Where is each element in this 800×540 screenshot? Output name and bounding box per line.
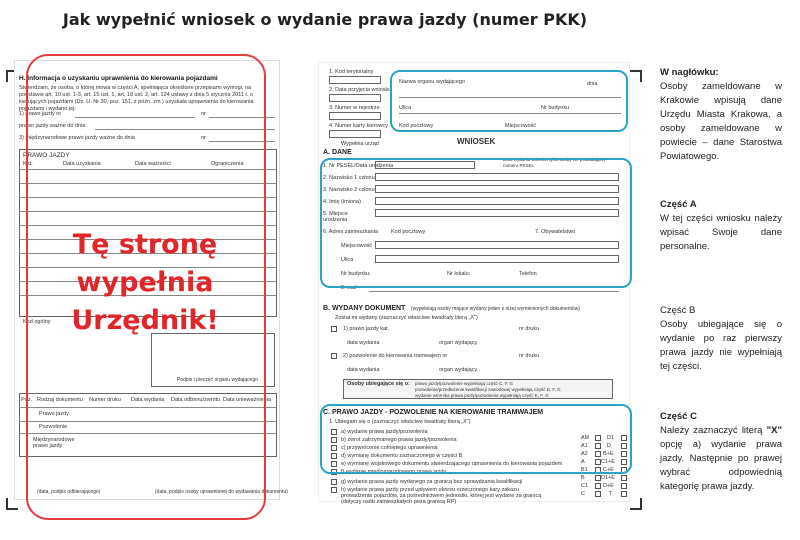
cat-be: B+E: [603, 451, 614, 457]
ulica-label: Ulica: [399, 105, 412, 111]
cat-d: D: [607, 443, 611, 449]
section-h-header: H. Informacja o uzyskaniu uprawnienia do kierowania pojazdami: [19, 75, 218, 82]
section-c-heading: C. PRAWO JAZDY - POZWOLENIE NA KIEROWANIE TRAMWAJEM: [323, 409, 544, 416]
checkbox-c-h[interactable]: [331, 487, 337, 493]
section-b-note: (wypełniają osoby mające wydany jeden z niżej wymienionych dokumentów): [411, 306, 580, 312]
sidebar-naglowek-text: Osoby zameldowane w Krakowie wpisują dane Urzędu Miasta Krakowa, a osoby zameldowane w powiecie – dane Starostwa Powiatowego.: [660, 81, 782, 162]
doc-header-numer: Numer druku: [89, 397, 121, 403]
field-imie: 4. Imię (imiona): [323, 199, 361, 205]
cat-a1: A1: [581, 443, 588, 449]
numer-rejestru-label: 3. Numer w rejestrze: [329, 105, 380, 111]
cat-b: B: [581, 475, 585, 481]
table-header-data-waznosci: Data ważności: [135, 161, 171, 167]
line-nr: nr: [201, 135, 206, 141]
field-nazwisko-1: 2. Nazwisko 1 członu: [323, 175, 375, 181]
sidebar-czesc-c-heading: Część C: [660, 411, 697, 422]
cat-c1: C1: [581, 483, 589, 489]
doc-header-rodzaj: Rodzaj dokumentu: [37, 397, 83, 403]
checkbox-b2[interactable]: [331, 353, 337, 359]
data-przyjecia-label: 2. Data przyjęcia wniosku: [329, 87, 392, 93]
section-b-heading: B. WYDANY DOKUMENT: [323, 305, 406, 312]
c-item-d: d) wymianę dokumentu zaznaczonego w części B: [341, 453, 463, 459]
field-nazwisko-2: 3. Nazwisko 2 członu: [323, 187, 375, 193]
field-adres: 6. Adres zamieszkania: [323, 229, 379, 235]
numer-kartoteki-label: 4. Numer karty kierowcy: [329, 123, 388, 129]
cat-a: A: [581, 459, 585, 465]
c-item-c: c) przywrócenie cofniętego uprawnienia: [341, 445, 438, 451]
cat-c: C: [581, 491, 585, 497]
b-item-data-wydania-2: data wydania: [347, 367, 380, 373]
b-info-line-3: wydanie wtórnika prawa jazdy/pozwolenia wypełniają część E, F, G: [415, 393, 549, 398]
cat-c1e: C1+E: [601, 459, 615, 465]
doc-header-data-wydania: Data wydania: [131, 397, 165, 403]
checkbox-cat-c1[interactable]: [595, 483, 601, 489]
urzednik-note-line-2: wypełnia: [76, 267, 214, 298]
field-miejsce-urodzenia: 5. Miejsce urodzenia: [323, 211, 348, 223]
sidebar-naglowek: [660, 66, 782, 164]
c-item-a: a) wydanie prawa jazdy/pozwolenia: [341, 429, 428, 435]
section-c-intro: 1. Ubiegam się o (zaznaczyć właściwe kwadraty literą „X"): [329, 419, 471, 425]
b-item-organ-2: organ wydający: [439, 367, 478, 373]
cat-d1e: D1+E: [601, 475, 615, 481]
section-a-note: Data wydania wniosku tylko osoby nie posiadającej numeru PESEL: [503, 157, 606, 168]
kod-pocztowy-label: Kod pocztowy: [399, 123, 434, 129]
line-miedzynarodowe: 3) międzynarodowe prawo jazdy ważne do dnia: [19, 135, 135, 141]
checkbox-cat-c[interactable]: [595, 491, 601, 497]
footer-uprawniony: (data, podpis osoby uprawnionej do wydawania dokumentu): [155, 489, 288, 495]
field-email: E-mail: [341, 285, 357, 291]
field-ulica: Ulica: [341, 257, 354, 263]
line-prawo-jazdy: 1) prawo jazdy nr: [19, 111, 62, 117]
input-cells: [329, 94, 381, 102]
checkbox-c-g[interactable]: [331, 479, 337, 485]
fill-line: [369, 291, 619, 292]
table-title: PRAWO JAZDY: [23, 152, 70, 159]
c-item-f: f) wydanie międzynarodowego prawa jazdy: [341, 469, 447, 475]
section-c-highlight-frame: [320, 404, 632, 474]
doc-row-prawo-jazdy: Prawo jazdy: [39, 411, 69, 417]
input-cells: [329, 112, 381, 120]
table-header-ograniczenia: Ograniczenia: [211, 161, 244, 167]
doc-header-poz: Poz.: [21, 397, 33, 403]
cat-ce: C+E: [603, 467, 614, 473]
corner-mark: [630, 70, 642, 82]
field-telefon: Telefon: [519, 271, 537, 277]
corner-mark: [630, 498, 642, 510]
urzednik-note-line-1: Tę stronę: [72, 229, 218, 260]
b-item-organ: organ wydający: [439, 340, 478, 346]
cat-a2: A2: [581, 451, 588, 457]
doc-header-data-odbioru: Data odbioru/zwrotu: [171, 397, 221, 403]
sidebar-naglowek-heading: W nagłówku:: [660, 67, 719, 78]
doc-row-miedzynarodowe: Międzynarodowe prawo jazdy: [33, 437, 75, 449]
sidebar-czesc-a-text: W tej części wniosku należy wpisać Swoje dane personalne.: [660, 213, 782, 252]
line-nr: nr: [201, 111, 206, 117]
b-item-nr-druku: nr druku: [519, 326, 540, 332]
input-cells: [329, 76, 381, 84]
footer-odbierajacy: (data, podpis odbierającego): [37, 489, 101, 495]
sidebar-czesc-a: [660, 198, 782, 254]
checkbox-cat-de[interactable]: [621, 483, 627, 489]
table-header-kat: Kat.: [23, 161, 33, 167]
sidebar-czesc-c-text-2: opcję a) wydanie prawa jazdy.: [660, 439, 782, 464]
b-item-data-wydania: data wydania: [347, 340, 380, 346]
field-nr-budynku: Nr budynku:: [341, 271, 371, 277]
nr-budynku-label: Nr budynku: [541, 105, 570, 111]
cat-de: D+E: [603, 483, 614, 489]
wypelnia-urzad-label: Wypełnia urząd: [341, 141, 379, 147]
sidebar-czesc-c: [660, 410, 782, 494]
header-highlight-frame: [390, 70, 628, 132]
page-title: Jak wypełnić wniosek o wydanie prawa jazdy (numer PKK): [62, 10, 588, 29]
field-nr-lokalu: Nr lokalu:: [447, 271, 471, 277]
field-miejscowosc: Miejscowość: [341, 243, 373, 249]
cat-d1: D1: [607, 435, 615, 441]
miejscowosc-label: Miejscowość: [505, 123, 537, 129]
sidebar-czesc-b-text: Osoby ubiegające się o wydanie po raz pierwszy prawa jazdy nie wypełniają tej części.: [660, 319, 782, 372]
c-item-h: h) wydanie prawa jazdy przed upływem okresu orzeczonego kary zakazu prowadzenia pojazdów, za pośrednictwem jednostki, której jest wydane za granicą (dotyczy osób zamieszkałych poza granicą RP): [341, 487, 542, 505]
checkbox-cat-t[interactable]: [621, 491, 627, 497]
section-h-intro: Stwierdzam, że osoba, o której mowa w części A, spełniająca określone przepisami wymogi, na podstawie art. 10 ust. 1-3, art. 15 ust. 1, art. 18 ust. 2, art. 124 ustawy z dnia 5 stycznia 2011 r. o kierujących pojazdami (Dz. U. Nr 30, poz. 151, z późn. zm.) uzyskała uprawnienia do kierowania pojazdami i wydano jej:: [19, 85, 254, 112]
checkbox-cat-d1e[interactable]: [621, 475, 627, 481]
sidebar-czesc-c-text-1: Należy zaznaczyć literą: [660, 425, 763, 436]
sidebar-czesc-b-heading: Część B: [660, 305, 696, 316]
c-item-e: e) wymianę wojskowego dokumentu stwierdzającego uprawnienia do kierowania pojazdem: [341, 461, 563, 467]
field-kod-pocztowy: Kod pocztowy: [391, 229, 426, 235]
b-item-nr-druku-2: nr druku: [519, 353, 540, 359]
nazwa-organu-label: Nazwa organu wydającego: [399, 79, 466, 85]
b-info-title: Osoby ubiegające się o:: [347, 381, 410, 387]
section-a-heading: A. DANE: [323, 149, 352, 156]
b-info-line-2: pozwolenie/przedłużenie kwalifikacji zawodowej wypełniają część D, F, G: [415, 387, 561, 392]
c-item-b: b) zwrot zatrzymanego prawa jazdy/pozwolenia: [341, 437, 457, 443]
input-cells: [329, 130, 381, 138]
section-b-intro: Został mi wydany (zaznaczyć właściwe kwadraty literą „X"): [335, 315, 478, 321]
dnia-label: dnia: [587, 81, 598, 87]
kod-terytorialny-label: 1. Kod terytorialny: [329, 69, 374, 75]
podpis-label: Podpis i pieczęć organu wydającego: [177, 377, 258, 383]
kod-ogolny-label: Kod ogólny: [23, 319, 51, 325]
doc-row-pozwolenie: Pozwolenie: [39, 424, 68, 430]
field-pesel: 1. Nr PESEL/Data urodzenia: [323, 163, 394, 169]
cat-b1: B1: [581, 467, 588, 473]
sidebar-czesc-a-heading: Część A: [660, 199, 697, 210]
sidebar-czesc-c-x: "X": [766, 425, 782, 436]
sidebar-czesc-c-text-3: Następnie po prawej wybrać odpowiednią kategorię prawa jazdy.: [660, 453, 782, 492]
cat-t: T: [609, 491, 613, 497]
b-info-line-1: prawo jazdy/pozwolenie wypełniają część C, F, G: [415, 381, 514, 386]
c-item-g: g) wydanie prawa jazdy wydanego za granicą bez sprawdzania kwalifikacji: [341, 479, 523, 485]
table-header-data-uzyskania: Data uzyskania: [63, 161, 101, 167]
urzednik-note: [40, 226, 250, 340]
field-obywatelstwo: 7. Obywatelstwo: [535, 229, 576, 235]
sidebar-czesc-b: [660, 304, 782, 374]
cat-am: AM: [581, 435, 590, 441]
section-a-highlight-frame: [320, 158, 632, 288]
wniosek-heading: WNIOSEK: [457, 137, 496, 146]
line-wazne-do: prawo jazdy ważne do dnia: [19, 123, 86, 129]
doc-header-data-uniewaznienia: Data unieważnienia: [223, 397, 272, 403]
b-item-prawo-jazdy: 1) prawo jazdy kat.: [343, 326, 390, 332]
sidebar-czesc-c-text: [660, 424, 782, 494]
b-item-pozwolenie: 2) pozwolenie do kierowania tramwajem nr: [343, 353, 448, 359]
urzednik-note-line-3: Urzędnik!: [71, 305, 219, 336]
checkbox-b1[interactable]: [331, 326, 337, 332]
